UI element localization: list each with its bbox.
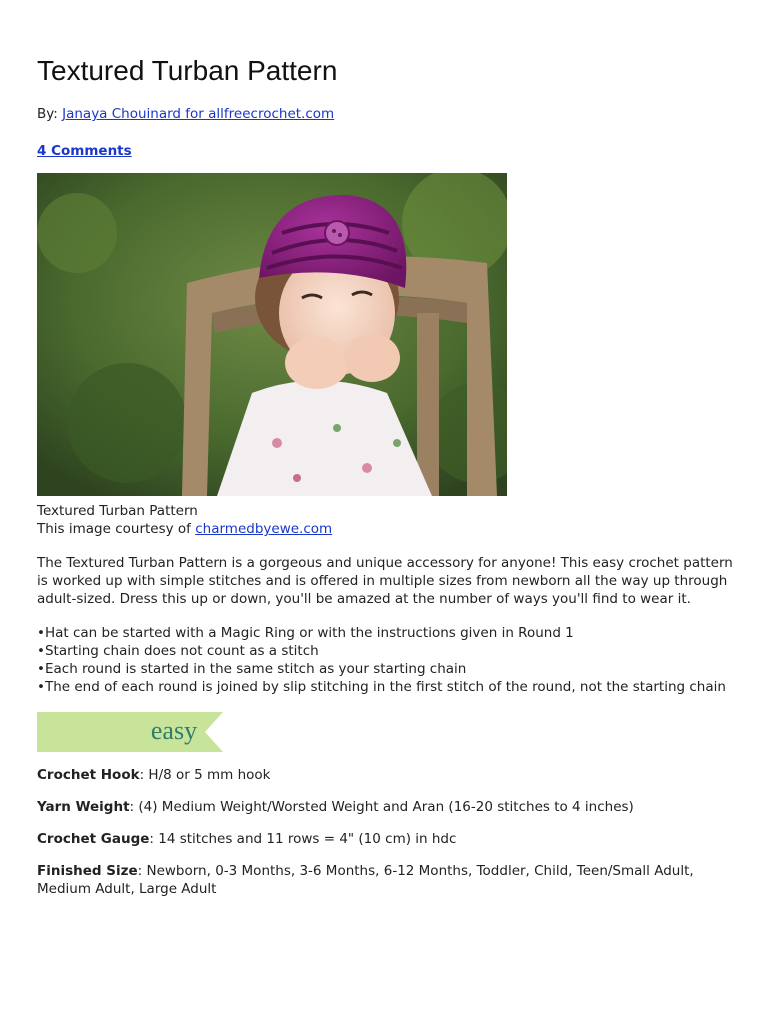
photo-caption <box>37 502 737 538</box>
note-item: •The end of each round is joined by slip stitching in the first stitch of the round, not the starting chain <box>37 679 726 695</box>
byline-prefix: By: <box>37 106 63 122</box>
spec-value: : Newborn, 0-3 Months, 3-6 Months, 6-12 Months, Toddler, Child, Teen/Small Adult, Medium Adult, Large Adult <box>37 863 694 897</box>
note-item: •Starting chain does not count as a stitch <box>37 643 319 659</box>
byline <box>37 105 737 123</box>
photo-illustration <box>37 173 507 496</box>
spec-label: Finished Size <box>37 863 138 879</box>
comments-link[interactable]: 4 Comments <box>37 143 132 159</box>
courtesy-link[interactable]: charmedbyewe.com <box>195 521 333 537</box>
spec-label: Crochet Hook <box>37 767 140 783</box>
caption-courtesy <box>37 520 737 538</box>
page-title: Textured Turban Pattern <box>37 55 338 86</box>
spec-yarn-weight <box>37 798 735 816</box>
spec-crochet-hook <box>37 766 735 784</box>
spec-value: : H/8 or 5 mm hook <box>139 767 271 783</box>
intro-paragraph: The Textured Turban Pattern is a gorgeous and unique accessory for anyone! This easy crochet pattern is worked up with simple stitches and is offered in multiple sizes from newborn all the way up through adult-sized. Dress this up or down, you'll be amazed at the number of ways you'll find to wear it. <box>37 555 733 607</box>
spec-label: Yarn Weight <box>37 799 130 815</box>
spec-label: Crochet Gauge <box>37 831 150 847</box>
caption-title: Textured Turban Pattern <box>37 503 198 519</box>
spec-finished-size <box>37 862 735 898</box>
author-link[interactable]: Janaya Chouinard for allfreecrochet.com <box>62 106 335 122</box>
spec-value: : (4) Medium Weight/Worsted Weight and Aran (16-20 stitches to 4 inches) <box>129 799 634 815</box>
turban-photo <box>37 173 507 496</box>
spec-value: : 14 stitches and 11 rows = 4" (10 cm) in hdc <box>149 831 457 847</box>
pattern-notes <box>37 624 735 696</box>
note-item: •Hat can be started with a Magic Ring or with the instructions given in Round 1 <box>37 625 574 641</box>
courtesy-prefix: This image courtesy of <box>37 521 196 537</box>
difficulty-ribbon <box>37 712 227 752</box>
note-item: •Each round is started in the same stitch as your starting chain <box>37 661 467 677</box>
difficulty-label: easy <box>150 716 198 745</box>
difficulty-badge <box>37 712 227 752</box>
spec-crochet-gauge <box>37 830 735 848</box>
